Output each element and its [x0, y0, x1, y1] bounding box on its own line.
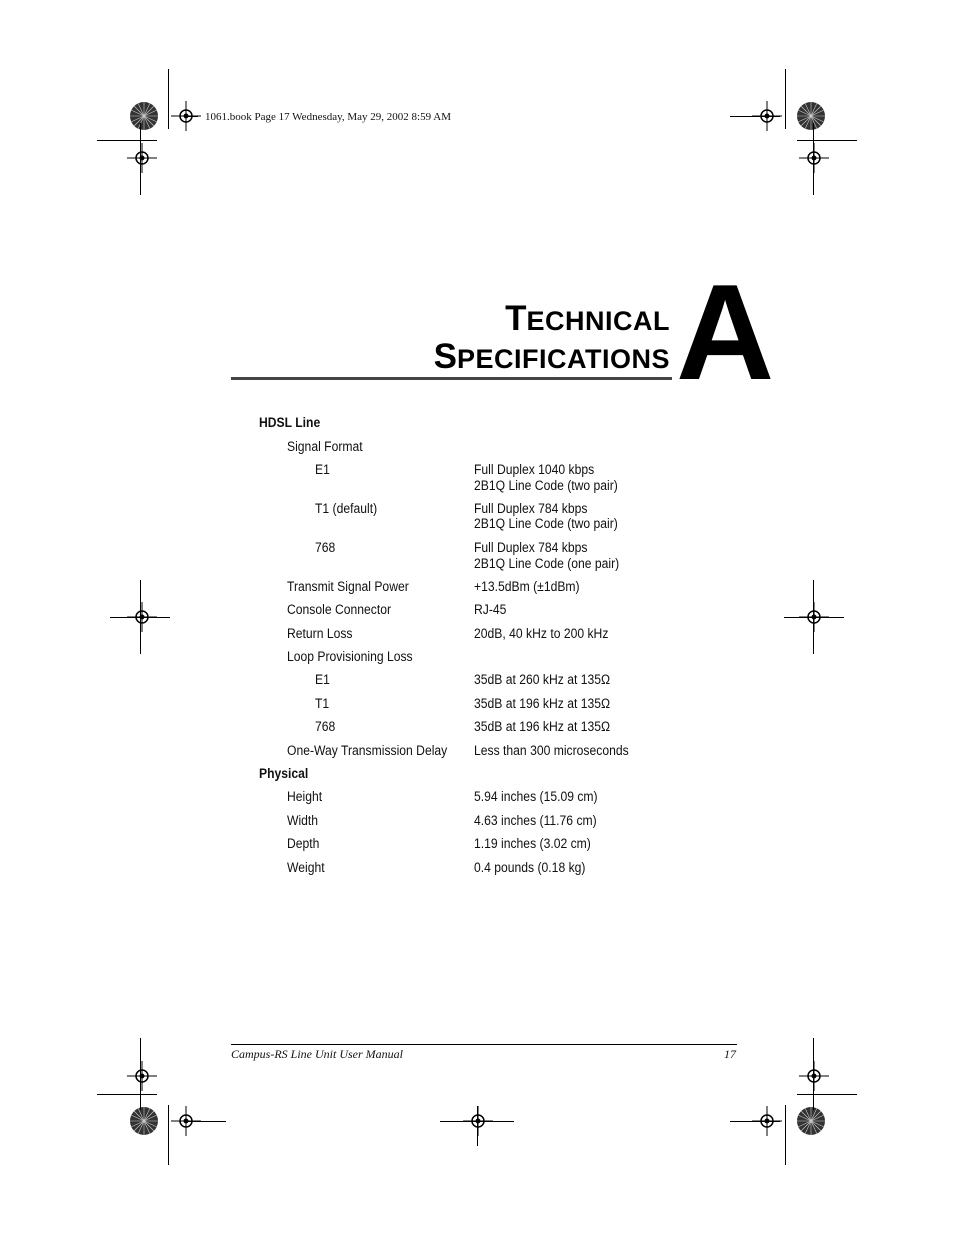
spec-label: 768: [315, 719, 336, 734]
crop-mark: [168, 1105, 169, 1165]
section-heading: Physical: [259, 766, 309, 781]
title-rule: [231, 377, 672, 380]
title-rest: PECIFICATIONS: [456, 344, 670, 374]
title-initial: S: [433, 337, 457, 376]
chapter-title-line-1: [505, 301, 670, 336]
spec-value: 20dB, 40 kHz to 200 kHz: [474, 626, 609, 641]
crop-mark: [797, 140, 857, 141]
crosshair-mark-icon: [127, 1061, 157, 1091]
spec-label: 768: [315, 540, 336, 555]
crop-mark: [140, 1038, 141, 1110]
spec-value: 0.4 pounds (0.18 kg): [474, 860, 586, 875]
spec-value: 5.94 inches (15.09 cm): [474, 789, 598, 804]
spec-value: Less than 300 microseconds: [474, 743, 629, 758]
spec-value: Full Duplex 784 kbps: [474, 540, 588, 555]
crop-mark: [110, 617, 170, 618]
crop-mark: [797, 1094, 857, 1095]
spec-label: Weight: [287, 860, 325, 875]
spec-value: 4.63 inches (11.76 cm): [474, 813, 597, 828]
spec-value: RJ-45: [474, 602, 507, 617]
spec-label: Return Loss: [287, 626, 353, 641]
crop-mark: [785, 1105, 786, 1165]
title-rest: ECHNICAL: [526, 306, 670, 336]
print-slug: 1061.book Page 17 Wednesday, May 29, 2002 8:59 AM: [205, 111, 451, 123]
crop-mark: [186, 116, 198, 117]
crosshair-mark-icon: [127, 143, 157, 173]
crop-mark: [730, 116, 780, 117]
crop-mark: [186, 1121, 226, 1122]
spec-value: 1.19 inches (3.02 cm): [474, 836, 591, 851]
crosshair-mark-icon: [799, 1061, 829, 1091]
spec-value: Full Duplex 1040 kbps: [474, 462, 595, 477]
appendix-letter: A: [676, 256, 775, 408]
spec-label: Transmit Signal Power: [287, 579, 409, 594]
spec-label: Depth: [287, 836, 320, 851]
crop-mark: [168, 69, 169, 129]
spec-value: 35dB at 260 kHz at 135Ω: [474, 672, 611, 687]
spec-value: 35dB at 196 kHz at 135Ω: [474, 719, 611, 734]
section-heading: HDSL Line: [259, 415, 321, 430]
spec-label: Height: [287, 789, 323, 804]
crop-mark: [97, 140, 157, 141]
spec-value: 35dB at 196 kHz at 135Ω: [474, 696, 611, 711]
crop-mark: [97, 1094, 157, 1095]
spec-value: 2B1Q Line Code (one pair): [474, 556, 620, 571]
spec-label: Console Connector: [287, 602, 392, 617]
spec-value: +13.5dBm (±1dBm): [474, 579, 580, 594]
spec-value: 2B1Q Line Code (two pair): [474, 516, 618, 531]
starburst-mark-icon: [796, 101, 826, 131]
spec-label: E1: [315, 672, 330, 687]
crop-mark: [784, 617, 844, 618]
starburst-mark-icon: [129, 101, 159, 131]
starburst-mark-icon: [129, 1106, 159, 1136]
crop-mark: [813, 1038, 814, 1110]
spec-label: Loop Provisioning Loss: [287, 649, 413, 664]
title-initial: T: [505, 299, 527, 338]
starburst-mark-icon: [796, 1106, 826, 1136]
spec-value: Full Duplex 784 kbps: [474, 501, 588, 516]
spec-label: Width: [287, 813, 319, 828]
spec-label: T1 (default): [315, 501, 378, 516]
crop-mark: [813, 123, 814, 195]
footer-manual-title: Campus-RS Line Unit User Manual: [231, 1047, 403, 1061]
crosshair-mark-icon: [799, 143, 829, 173]
crop-mark: [140, 123, 141, 195]
chapter-title-line-2: [434, 339, 670, 374]
spec-label: E1: [315, 462, 330, 477]
footer-page-number: 17: [724, 1047, 736, 1061]
spec-label: T1: [315, 696, 330, 711]
spec-label: One-Way Transmission Delay: [287, 743, 448, 758]
spec-label: Signal Format: [287, 439, 363, 454]
spec-value: 2B1Q Line Code (two pair): [474, 478, 618, 493]
crop-mark: [785, 69, 786, 129]
footer-rule: [231, 1044, 737, 1045]
crop-mark: [730, 1121, 780, 1122]
crop-mark: [477, 1106, 478, 1146]
